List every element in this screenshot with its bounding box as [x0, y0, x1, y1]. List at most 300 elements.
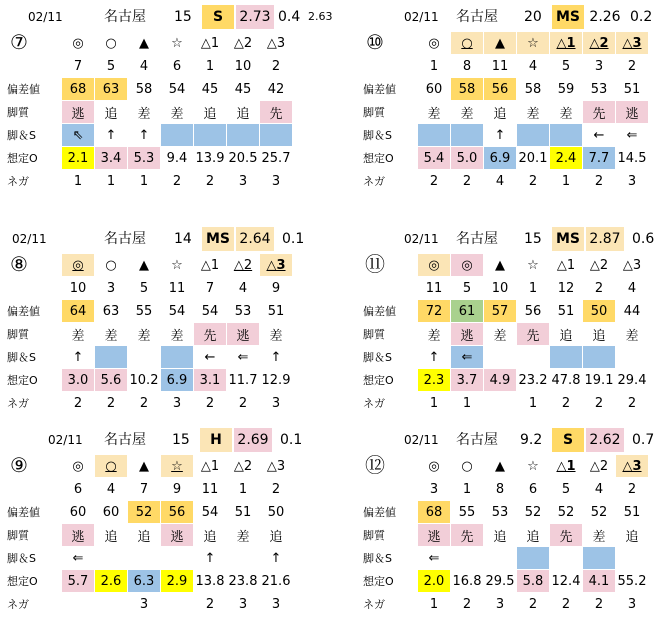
race-score: 2.64: [236, 227, 274, 251]
odds-cell: 4.1: [583, 570, 616, 593]
deviation-cell: 53: [583, 78, 616, 101]
leg-cell: ↑: [128, 124, 161, 147]
leg-cell: [128, 346, 161, 369]
horse-cell: 5: [550, 55, 583, 78]
nega-cell: 2: [583, 170, 616, 193]
deviation-cell: 60: [418, 78, 451, 101]
nega-cell: 2: [550, 392, 583, 415]
leg-cell: [194, 124, 227, 147]
mark-cell: △2: [583, 455, 616, 478]
row-label: 偏差値: [5, 300, 62, 323]
race-table: [4, 31, 293, 193]
race-class-tag: MS: [552, 5, 584, 29]
race-header: [4, 227, 324, 251]
venue: 名古屋: [456, 9, 498, 25]
row-label: 想定O: [361, 147, 418, 170]
row-label: ネガ: [5, 170, 62, 193]
mark-cell: ▲: [484, 455, 517, 478]
nega-cell: 2: [194, 392, 227, 415]
mark-cell: △1: [550, 254, 583, 277]
leg-cell: [616, 346, 649, 369]
deviation-cell: 56: [517, 300, 550, 323]
race-circle-number: ⑩: [366, 30, 384, 54]
odds-cell: 16.8: [451, 570, 484, 593]
race-date: 02/11: [404, 232, 439, 246]
style-cell: 差: [95, 323, 128, 346]
mark-cell: △2: [583, 254, 616, 277]
leg-cell: [484, 547, 517, 570]
odds-cell: 20.1: [517, 147, 550, 170]
row-label: 想定O: [5, 147, 62, 170]
leg-cell: [95, 346, 128, 369]
odds-cell: 6.9: [484, 147, 517, 170]
mark-cell: △1: [194, 455, 227, 478]
race-header: [4, 5, 333, 29]
style-cell: 先: [194, 323, 227, 346]
deviation-cell: 50: [583, 300, 616, 323]
nega-row: [5, 593, 293, 616]
leg-cell: [550, 346, 583, 369]
mark-cell: ◎: [418, 32, 451, 55]
horse-cell: 6: [62, 478, 95, 501]
race-class-tag: MS: [552, 227, 584, 251]
leg-cell: [128, 547, 161, 570]
style-cell: 差: [260, 323, 293, 346]
mark-cell: ○: [95, 254, 128, 277]
race-date: 02/11: [12, 232, 47, 246]
mark-cell: ☆: [517, 254, 550, 277]
style-row: [5, 101, 293, 124]
style-row: [5, 524, 293, 547]
row-label: 想定O: [5, 570, 62, 593]
leg-cell: [161, 346, 194, 369]
horse-cell: 3: [583, 55, 616, 78]
race-class-tag: S: [552, 428, 584, 452]
horse-cell: 4: [128, 55, 161, 78]
nega-cell: 1: [451, 392, 484, 415]
deviation-cell: 55: [128, 300, 161, 323]
mark-cell: ▲: [128, 455, 161, 478]
style-cell: 逃: [418, 524, 451, 547]
odds-cell: 6.9: [161, 369, 194, 392]
odds-cell: 4.9: [484, 369, 517, 392]
marks-row: [361, 32, 649, 55]
style-cell: 先: [260, 101, 293, 124]
mark-cell: △1: [194, 32, 227, 55]
mark-cell: △3: [616, 455, 649, 478]
style-cell: 差: [128, 101, 161, 124]
odds-cell: 23.2: [517, 369, 550, 392]
deviation-cell: 59: [550, 78, 583, 101]
venue: 名古屋: [456, 231, 498, 247]
nega-cell: 2: [62, 392, 95, 415]
mark-cell: ▲: [484, 32, 517, 55]
odds-cell: 5.7: [62, 570, 95, 593]
race-class-tag: H: [200, 428, 232, 452]
deviation-cell: 45: [227, 78, 260, 101]
nega-cell: 1: [517, 392, 550, 415]
odds-cell: 2.0: [418, 570, 451, 593]
leg-cell: [260, 124, 293, 147]
nega-cell: [484, 392, 517, 415]
race-number-value: 15: [524, 231, 542, 247]
deviation-cell: 68: [62, 78, 95, 101]
style-cell: 追: [194, 524, 227, 547]
odds-row: [361, 369, 649, 392]
mark-cell: △2: [227, 254, 260, 277]
race-panel-8: [4, 227, 324, 432]
mark-cell: ☆: [517, 455, 550, 478]
mark-cell: ☆: [517, 32, 550, 55]
deviation-cell: 72: [418, 300, 451, 323]
leg-cell: ⇐: [62, 547, 95, 570]
mark-cell: ☆: [161, 32, 194, 55]
race-score: 2.87: [586, 227, 624, 251]
style-cell: 追: [95, 101, 128, 124]
horse-cell: 12: [550, 277, 583, 300]
nega-cell: 2: [161, 170, 194, 193]
leg-cell: [95, 547, 128, 570]
style-cell: 追: [550, 323, 583, 346]
odds-cell: 12.4: [550, 570, 583, 593]
style-cell: 逃: [62, 524, 95, 547]
horse-cell: 2: [260, 55, 293, 78]
row-label: 脚質: [5, 323, 62, 346]
odds-cell: 3.7: [451, 369, 484, 392]
odds-cell: 5.0: [451, 147, 484, 170]
mark-cell: ▲: [128, 32, 161, 55]
odds-cell: 12.9: [260, 369, 293, 392]
deviation-cell: 51: [260, 300, 293, 323]
style-cell: 差: [418, 101, 451, 124]
race-number-value: 20: [524, 9, 542, 25]
race-header: [360, 428, 659, 452]
leg-cell: [451, 547, 484, 570]
horse-cell: 2: [616, 478, 649, 501]
nega-cell: [161, 593, 194, 616]
style-cell: 差: [484, 323, 517, 346]
horse-cell: 4: [616, 277, 649, 300]
mark-cell: ◎: [418, 455, 451, 478]
deviation-cell: 58: [451, 78, 484, 101]
leg-cell: ⇖: [62, 124, 95, 147]
race-date: 02/11: [28, 10, 63, 24]
deviation-cell: 51: [616, 501, 649, 524]
odds-cell: 23.8: [227, 570, 260, 593]
nega-cell: 2: [550, 593, 583, 616]
horse-cell: 1: [517, 277, 550, 300]
nega-cell: 1: [95, 170, 128, 193]
mark-cell: ○: [451, 32, 484, 55]
nega-cell: 2: [451, 593, 484, 616]
nega-cell: 4: [484, 170, 517, 193]
leg-cell: ←: [583, 124, 616, 147]
horse-cell: 7: [62, 55, 95, 78]
leg-cell: [517, 346, 550, 369]
mark-cell: ▲: [484, 254, 517, 277]
venue: 名古屋: [104, 9, 146, 25]
race-header: [360, 5, 659, 29]
horse-cell: 4: [583, 478, 616, 501]
odds-cell: 9.4: [161, 147, 194, 170]
race-margin: 0.7: [632, 432, 655, 448]
style-cell: 逃: [62, 101, 95, 124]
leg-cell: [161, 124, 194, 147]
leg-cell: [517, 124, 550, 147]
horse-cell: 1: [418, 55, 451, 78]
style-cell: 先: [517, 323, 550, 346]
horse-cell: 10: [62, 277, 95, 300]
race-score: 2.73: [236, 5, 274, 29]
nega-row: [361, 170, 649, 193]
race-header: [4, 428, 324, 452]
race-date: 02/11: [404, 433, 439, 447]
horse-cell: 6: [161, 55, 194, 78]
style-cell: 追: [128, 524, 161, 547]
deviation-cell: 52: [583, 501, 616, 524]
odds-cell: 5.4: [418, 147, 451, 170]
nega-row: [5, 392, 293, 415]
horse-cell: 5: [95, 55, 128, 78]
odds-row: [361, 570, 649, 593]
mark-cell: ◎: [62, 32, 95, 55]
row-label: ネガ: [5, 392, 62, 415]
odds-cell: 2.1: [62, 147, 95, 170]
mark-cell: △2: [583, 32, 616, 55]
race-number-value: 9.2: [520, 432, 543, 448]
style-cell: 差: [227, 524, 260, 547]
horse-cell: 8: [484, 478, 517, 501]
race-number-value: 14: [174, 231, 192, 247]
leg-cell: ⇐: [451, 346, 484, 369]
nega-cell: 1: [128, 170, 161, 193]
marks-row: [361, 254, 649, 277]
style-cell: 差: [517, 101, 550, 124]
style-cell: 逃: [161, 524, 194, 547]
style-cell: 追: [260, 524, 293, 547]
race-margin: 0.4: [278, 9, 301, 25]
horse-cell: 10: [227, 55, 260, 78]
deviation-cell: 53: [484, 501, 517, 524]
style-cell: 差: [161, 101, 194, 124]
odds-cell: 29.5: [484, 570, 517, 593]
odds-cell: 14.5: [616, 147, 649, 170]
horse-cell: 4: [227, 277, 260, 300]
style-cell: 差: [616, 323, 649, 346]
nega-cell: 3: [227, 170, 260, 193]
leg-cell: ←: [194, 346, 227, 369]
deviation-cell: 54: [194, 300, 227, 323]
leg-cell: ↑: [95, 124, 128, 147]
leg-cell: ↑: [194, 547, 227, 570]
deviation-cell: 52: [517, 501, 550, 524]
horse-cell: 2: [260, 478, 293, 501]
style-cell: 逃: [451, 323, 484, 346]
deviation-cell: 60: [62, 501, 95, 524]
leg-cell: [484, 346, 517, 369]
horse-cell: 10: [484, 277, 517, 300]
style-cell: 逃: [227, 323, 260, 346]
deviation-cell: 52: [550, 501, 583, 524]
horse-number-row: [5, 478, 293, 501]
leg-cell: ⇐: [227, 346, 260, 369]
deviation-cell: 53: [227, 300, 260, 323]
horse-cell: 3: [418, 478, 451, 501]
horse-cell: 6: [517, 478, 550, 501]
deviation-cell: 58: [517, 78, 550, 101]
race-table: [360, 454, 649, 616]
nega-cell: 3: [484, 593, 517, 616]
style-cell: 追: [95, 524, 128, 547]
nega-cell: 2: [616, 392, 649, 415]
style-cell: 追: [227, 101, 260, 124]
style-cell: 追: [194, 101, 227, 124]
leg-cell: [550, 547, 583, 570]
odds-cell: 10.2: [128, 369, 161, 392]
style-cell: 先: [583, 101, 616, 124]
race-table: [360, 253, 649, 415]
horse-cell: 5: [550, 478, 583, 501]
horse-cell: 2: [583, 277, 616, 300]
horse-cell: 11: [484, 55, 517, 78]
venue: 名古屋: [456, 432, 498, 448]
marks-row: [5, 455, 293, 478]
mark-cell: △1: [550, 32, 583, 55]
odds-row: [5, 570, 293, 593]
row-label: 想定O: [5, 369, 62, 392]
nega-cell: 2: [194, 593, 227, 616]
row-label: 脚＆S: [361, 346, 418, 369]
horse-cell: 7: [128, 478, 161, 501]
nega-cell: [95, 593, 128, 616]
nega-cell: 1: [418, 392, 451, 415]
race-score: 2.62: [586, 428, 624, 452]
horse-cell: 8: [451, 55, 484, 78]
odds-cell: 2.4: [550, 147, 583, 170]
race-panel-10: [360, 5, 659, 210]
race-score: 2.69: [234, 428, 272, 452]
odds-cell: 3.4: [95, 147, 128, 170]
horse-number-row: [361, 55, 649, 78]
odds-cell: 6.3: [128, 570, 161, 593]
nega-cell: 2: [517, 593, 550, 616]
deviation-cell: 56: [161, 501, 194, 524]
style-cell: 差: [161, 323, 194, 346]
horse-cell: 1: [227, 478, 260, 501]
deviation-cell: 51: [227, 501, 260, 524]
nega-cell: 3: [161, 392, 194, 415]
deviation-cell: 56: [484, 78, 517, 101]
deviation-cell: 55: [451, 501, 484, 524]
marks-row: [5, 32, 293, 55]
race-number-value: 15: [172, 432, 190, 448]
race-number-value: 15: [174, 9, 192, 25]
mark-cell: △3: [260, 254, 293, 277]
odds-row: [5, 369, 293, 392]
row-label: 偏差値: [5, 78, 62, 101]
leg-cell: [583, 346, 616, 369]
deviation-cell: 54: [161, 300, 194, 323]
row-label: ネガ: [361, 392, 418, 415]
deviation-cell: 45: [194, 78, 227, 101]
odds-cell: 3.0: [62, 369, 95, 392]
mark-cell: △1: [194, 254, 227, 277]
mark-cell: ◎: [451, 254, 484, 277]
marks-row: [361, 455, 649, 478]
horse-cell: 4: [95, 478, 128, 501]
horse-number-row: [5, 277, 293, 300]
style-row: [361, 524, 649, 547]
nega-cell: 2: [517, 170, 550, 193]
horse-cell: 11: [418, 277, 451, 300]
row-label: 偏差値: [5, 501, 62, 524]
odds-cell: 20.5: [227, 147, 260, 170]
race-table: [360, 31, 649, 193]
row-label: 脚＆S: [5, 346, 62, 369]
leg-row: [361, 547, 649, 570]
nega-cell: [62, 593, 95, 616]
race-circle-number: ⑦: [10, 30, 28, 54]
leg-cell: ↑: [418, 346, 451, 369]
row-label: ネガ: [5, 593, 62, 616]
race-circle-number: ⑧: [10, 252, 28, 276]
mark-cell: △2: [227, 455, 260, 478]
row-label: 偏差値: [361, 501, 418, 524]
odds-row: [361, 147, 649, 170]
odds-cell: 5.3: [128, 147, 161, 170]
odds-cell: 13.8: [194, 570, 227, 593]
horse-cell: 1: [451, 478, 484, 501]
row-label: 脚質: [5, 524, 62, 547]
leg-cell: [583, 547, 616, 570]
deviation-cell: 60: [95, 501, 128, 524]
style-cell: 追: [517, 524, 550, 547]
deviation-cell: 64: [62, 300, 95, 323]
leg-cell: ↑: [260, 547, 293, 570]
style-cell: 追: [583, 323, 616, 346]
horse-number-row: [361, 277, 649, 300]
style-cell: 差: [583, 524, 616, 547]
race-extra: 2.63: [308, 10, 333, 23]
style-row: [361, 101, 649, 124]
deviation-row: [5, 501, 293, 524]
odds-cell: 2.9: [161, 570, 194, 593]
nega-row: [5, 170, 293, 193]
nega-cell: 3: [260, 593, 293, 616]
odds-cell: 19.1: [583, 369, 616, 392]
odds-cell: 2.6: [95, 570, 128, 593]
row-label: 偏差値: [361, 78, 418, 101]
race-circle-number: ⑫: [365, 453, 385, 477]
horse-cell: 3: [95, 277, 128, 300]
deviation-row: [361, 78, 649, 101]
row-label: 偏差値: [361, 300, 418, 323]
row-label: 脚＆S: [361, 124, 418, 147]
race-header: [360, 227, 659, 251]
leg-row: [5, 124, 293, 147]
mark-cell: △2: [227, 32, 260, 55]
deviation-cell: 58: [128, 78, 161, 101]
leg-row: [361, 124, 649, 147]
mark-cell: ☆: [161, 254, 194, 277]
race-score: 2.26: [589, 9, 621, 25]
horse-cell: 11: [194, 478, 227, 501]
mark-cell: △3: [260, 455, 293, 478]
odds-cell: 13.9: [194, 147, 227, 170]
deviation-cell: 54: [194, 501, 227, 524]
mark-cell: ☆: [161, 455, 194, 478]
odds-cell: 29.4: [616, 369, 649, 392]
